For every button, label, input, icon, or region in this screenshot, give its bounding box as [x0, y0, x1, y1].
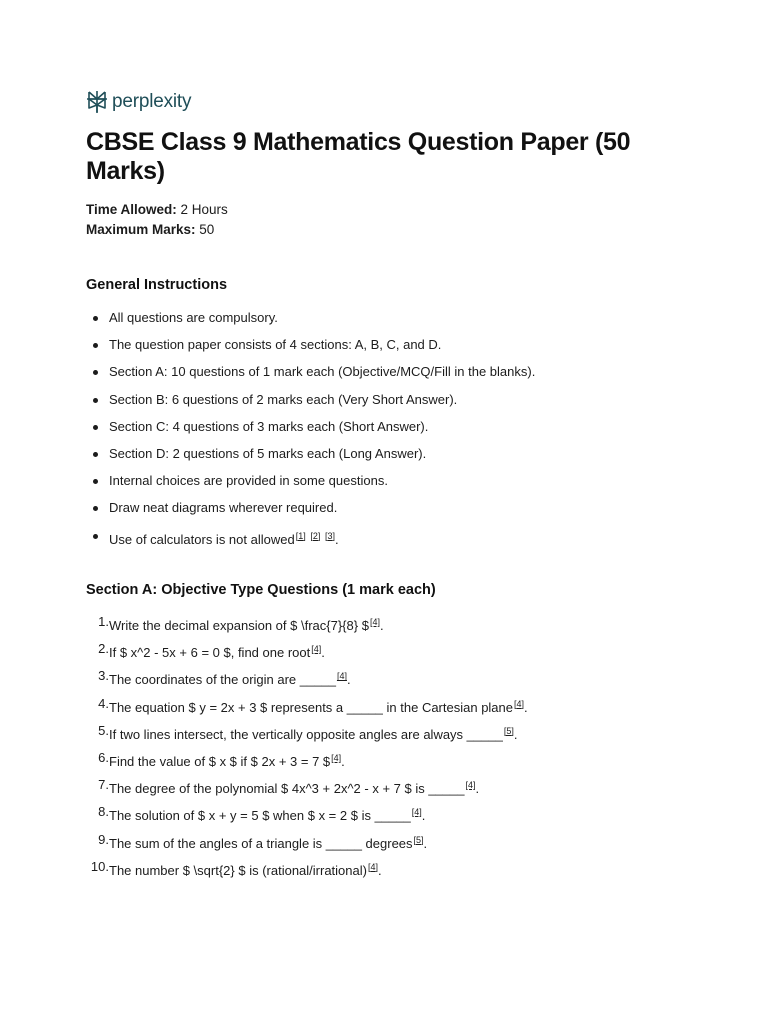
- question-body: [109, 612, 384, 639]
- citation-link[interactable]: [4]: [514, 698, 525, 709]
- time-allowed-label: Time Allowed:: [86, 202, 177, 217]
- question-end: .: [513, 726, 518, 742]
- question-end: .: [346, 672, 351, 688]
- citation-link[interactable]: [4]: [367, 861, 378, 872]
- question-number: 5.: [98, 722, 109, 738]
- question-number: 8.: [98, 804, 109, 820]
- question-text: If two lines intersect, the vertically opposite angles are always _____: [109, 726, 503, 742]
- question-text: Write the decimal expansion of $ \frac{7}{8} $: [109, 618, 369, 633]
- question-number: 9.: [98, 831, 109, 847]
- question-text: If $ x^2 - 5x + 6 = 0 $, find one root: [109, 645, 311, 661]
- question-item: [86, 775, 706, 802]
- citation-link[interactable]: [4]: [465, 780, 476, 791]
- question-text: The degree of the polynomial $ 4x^3 + 2x^2 - x + 7 $ is _____: [109, 781, 465, 797]
- question-end: .: [475, 781, 480, 797]
- instruction-text: The question paper consists of 4 sections: A, B, C, and D.: [109, 337, 442, 353]
- instruction-text: Use of calculators is not allowed: [109, 531, 295, 547]
- citation-link[interactable]: [1]: [295, 530, 306, 541]
- citation-link[interactable]: [2]: [310, 530, 321, 541]
- question-end: .: [377, 862, 382, 878]
- question-text: The number $ \sqrt{2} $ is (rational/irrational): [109, 862, 367, 878]
- question-number: 1.: [98, 614, 109, 629]
- exam-meta: [86, 200, 228, 240]
- question-end: .: [423, 835, 428, 851]
- section-a-questions: [86, 612, 706, 884]
- citation-link[interactable]: [3]: [324, 530, 335, 541]
- section-a-heading: Section A: Objective Type Questions (1 mark each): [86, 582, 436, 598]
- question-body: [109, 666, 351, 693]
- brand-logo[interactable]: [86, 90, 191, 114]
- question-text: The coordinates of the origin are _____: [109, 672, 336, 688]
- citation-link[interactable]: [5]: [413, 834, 424, 845]
- citation-link[interactable]: [4]: [331, 752, 342, 763]
- instruction-item: [86, 498, 686, 525]
- instruction-item: [86, 444, 686, 471]
- instruction-item: [86, 390, 686, 417]
- maximum-marks: [86, 220, 228, 240]
- instruction-item: [86, 308, 686, 335]
- citation-link[interactable]: [5]: [503, 725, 514, 736]
- question-end: .: [421, 808, 426, 824]
- question-body: [109, 639, 325, 666]
- time-allowed: [86, 200, 228, 220]
- instruction-item: [86, 362, 686, 389]
- instruction-text: Section C: 4 questions of 3 marks each (Short Answer).: [109, 418, 429, 434]
- question-body: [109, 802, 425, 829]
- question-text: The solution of $ x + y = 5 $ when $ x = 2 $ is _____: [109, 808, 411, 824]
- question-end: .: [341, 753, 345, 769]
- instruction-item: [86, 335, 686, 362]
- instruction-text: Section A: 10 questions of 1 mark each (Objective/MCQ/Fill in the blanks).: [109, 364, 536, 380]
- question-body: [109, 830, 427, 857]
- question-item: [86, 639, 706, 666]
- instruction-item: [86, 471, 686, 498]
- instruction-text: Section B: 6 questions of 2 marks each (Very Short Answer).: [109, 391, 458, 407]
- question-body: [109, 857, 382, 884]
- instruction-end: .: [335, 531, 339, 547]
- maximum-marks-label: Maximum Marks:: [86, 222, 196, 237]
- question-item: [86, 830, 706, 857]
- question-text: Find the value of $ x $ if $ 2x + 3 = 7 $: [109, 753, 331, 769]
- instruction-text: All questions are compulsory.: [109, 310, 278, 325]
- question-item: [86, 612, 706, 639]
- instruction-text: Internal choices are provided in some questions.: [109, 473, 388, 489]
- question-number: 4.: [98, 695, 109, 711]
- question-item: [86, 857, 706, 884]
- maximum-marks-value: 50: [195, 222, 215, 237]
- question-item: [86, 666, 706, 693]
- question-number: 10.: [90, 858, 109, 874]
- citation-link[interactable]: [4]: [336, 671, 347, 682]
- question-end: .: [321, 645, 325, 661]
- instructions-heading: General Instructions: [86, 277, 228, 293]
- question-body: [109, 775, 479, 802]
- question-body: [109, 694, 528, 721]
- question-item: [86, 748, 706, 775]
- question-end: .: [379, 618, 384, 633]
- brand-name: perplexity: [112, 91, 192, 112]
- citation-link[interactable]: [4]: [369, 617, 380, 627]
- instruction-item: [86, 417, 686, 444]
- perplexity-logo-icon: [86, 90, 108, 114]
- question-number: 3.: [98, 668, 109, 684]
- question-item: [86, 802, 706, 829]
- question-number: 7.: [98, 777, 109, 793]
- instruction-item: [86, 526, 686, 553]
- question-item: [86, 694, 706, 721]
- instructions-list: [86, 308, 686, 553]
- question-text: The sum of the angles of a triangle is _____ degrees: [109, 835, 413, 851]
- question-number: 6.: [98, 749, 109, 765]
- question-body: [109, 748, 345, 775]
- question-end: .: [524, 699, 528, 715]
- time-allowed-value: 2 Hours: [176, 202, 228, 217]
- instruction-text: Section D: 2 questions of 5 marks each (Long Answer).: [109, 445, 427, 461]
- citation-link[interactable]: [4]: [311, 644, 322, 655]
- page-title: CBSE Class 9 Mathematics Question Paper (50 Marks): [86, 128, 631, 185]
- question-number: 2.: [98, 641, 109, 657]
- instruction-text: Draw neat diagrams wherever required.: [109, 500, 338, 516]
- question-body: [109, 721, 517, 748]
- citation-link[interactable]: [4]: [411, 807, 422, 818]
- question-text: The equation $ y = 2x + 3 $ represents a _____ in the Cartesian plane: [109, 699, 513, 715]
- question-item: [86, 721, 706, 748]
